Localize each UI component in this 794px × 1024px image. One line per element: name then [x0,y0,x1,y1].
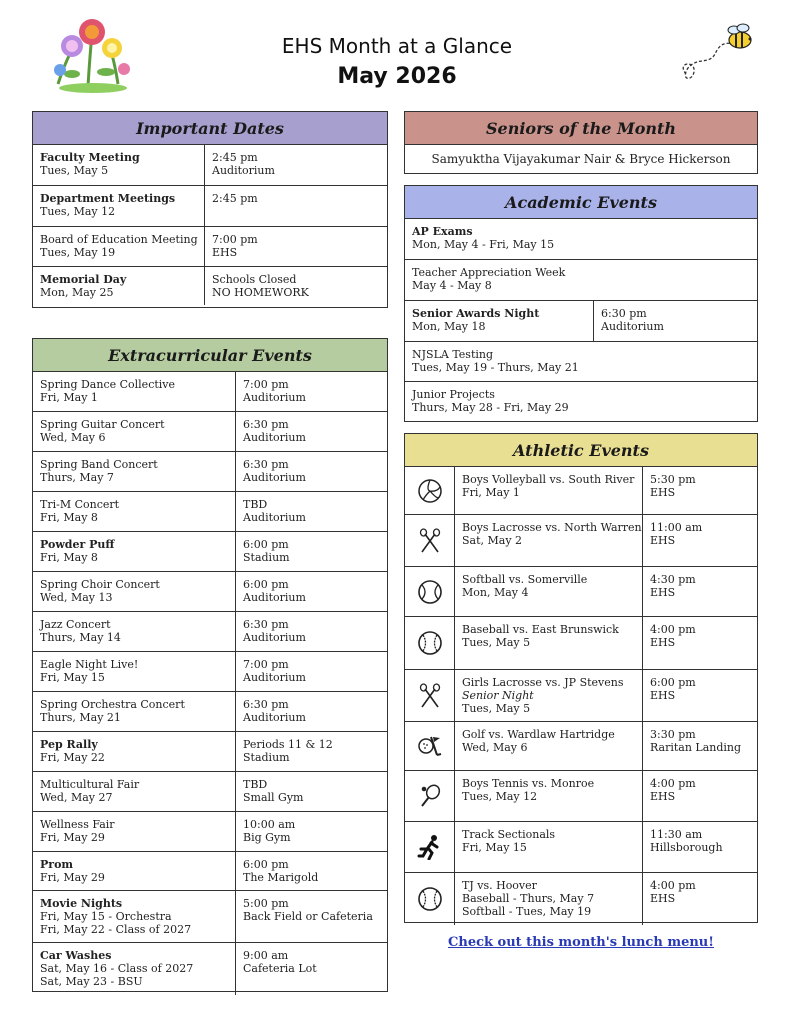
tennis-icon [405,771,455,821]
event-place: Auditorium [243,631,306,644]
academic-events-table [404,185,758,422]
event-time: 4:00 pm [650,777,696,790]
event-time: Periods 11 & 12 [243,738,333,751]
event-place: Auditorium [243,711,306,724]
table-row [405,467,757,515]
event-name: Spring Choir Concert [40,578,160,591]
event-time: 6:30 pm [601,307,647,320]
athletic-heading: Athletic Events [405,434,757,467]
event-name: Prom [40,858,74,871]
event-place: Auditorium [243,671,306,684]
event-date: Mon, May 18 [412,320,486,333]
event-date: Tues, May 5 [40,164,109,177]
event-name: Multicultural Fair [40,778,140,791]
event-place: EHS [650,486,676,499]
event-time: 2:45 pm [212,192,258,205]
event-date: Thurs, May 14 [40,631,121,644]
page-title: EHS Month at a Glance [281,34,513,58]
event-place: Cafeteria Lot [243,962,317,975]
event-name: Track Sectionals [462,828,556,841]
seniors-names: Samyuktha Vijayakumar Nair & Bryce Hickerson [431,151,731,166]
lunch-menu-link[interactable]: Check out this month's lunch menu! [448,935,714,950]
event-time: 6:00 pm [650,676,696,689]
table-row [33,812,387,852]
event-place: Auditorium [243,591,306,604]
event-place: EHS [650,534,676,547]
table-row [33,612,387,652]
event-date: Tues, May 5 [462,702,531,715]
event-time: 4:30 pm [650,573,696,586]
event-name: Boys Tennis vs. Monroe [462,777,595,790]
baseball-icon [405,873,455,925]
event-place: The Marigold [243,871,319,884]
table-row [33,652,387,692]
event-place: Auditorium [212,164,275,177]
table-row [405,722,757,771]
event-name: Tri-M Concert [40,498,120,511]
event-date: Mon, May 4 - Fri, May 15 [412,238,555,251]
event-name: Memorial Day [40,273,127,286]
event-place: EHS [212,246,238,259]
table-row [33,772,387,812]
event-date: Baseball - Thurs, May 7 [462,892,595,905]
table-row [33,572,387,612]
important-dates-table [32,111,388,308]
table-row [405,617,757,670]
event-name: AP Exams [412,225,473,238]
event-date: Fri, May 22 [40,751,105,764]
event-place: Stadium [243,751,290,764]
event-name: NJSLA Testing [412,348,494,361]
event-place: Auditorium [243,391,306,404]
academic-heading: Academic Events [405,186,757,219]
table-row [33,372,387,412]
event-time: 6:30 pm [243,458,289,471]
table-row [405,301,757,342]
softball-icon [405,567,455,616]
event-time: 3:30 pm [650,728,696,741]
table-row [405,873,757,925]
event-date: Thurs, May 28 - Fri, May 29 [412,401,569,414]
event-date: Fri, May 29 [40,871,105,884]
event-name: Wellness Fair [40,818,115,831]
event-time: 6:30 pm [243,618,289,631]
event-time: 6:30 pm [243,698,289,711]
event-name: Movie Nights [40,897,123,910]
table-row [33,732,387,772]
table-row [405,260,757,301]
event-name: Car Washes [40,949,112,962]
event-date: May 4 - May 8 [412,279,492,292]
event-name: Faculty Meeting [40,151,140,164]
event-place: NO HOMEWORK [212,286,309,299]
event-time: 4:00 pm [650,623,696,636]
event-time: 11:30 am [650,828,703,841]
event-date-2: Sat, May 23 - BSU [40,975,143,988]
event-date: Wed, May 6 [40,431,106,444]
event-time: 7:00 pm [243,378,289,391]
event-name: Board of Education Meeting [40,233,198,246]
lacrosse-icon [405,515,455,566]
event-name: TJ vs. Hoover [462,879,537,892]
event-date: Wed, May 13 [40,591,113,604]
event-date: Fri, May 15 [462,841,527,854]
event-date: Wed, May 27 [40,791,113,804]
table-row [33,267,387,305]
event-date: Sat, May 16 - Class of 2027 [40,962,194,975]
event-date: Fri, May 1 [462,486,520,499]
event-time: TBD [243,498,268,511]
event-place: Stadium [243,551,290,564]
table-row [405,822,757,873]
event-place: Auditorium [243,511,306,524]
event-date: Wed, May 6 [462,741,528,754]
table-row [33,145,387,186]
event-name: Eagle Night Live! [40,658,139,671]
event-date: Fri, May 8 [40,511,98,524]
table-row [33,943,387,995]
golf-icon [405,722,455,770]
table-row [405,342,757,382]
event-name: Teacher Appreciation Week [412,266,566,279]
event-date: Fri, May 15 - Orchestra [40,910,172,923]
event-place: Auditorium [243,471,306,484]
event-date: Sat, May 2 [462,534,523,547]
event-date: Fri, May 29 [40,831,105,844]
table-row [405,219,757,260]
event-name: Baseball vs. East Brunswick [462,623,619,636]
event-date-2: Fri, May 22 - Class of 2027 [40,923,192,936]
table-row [33,412,387,452]
seniors-table [404,111,758,174]
event-place: Hillsborough [650,841,723,854]
event-name: Boys Volleyball vs. South River [462,473,635,486]
table-row [33,891,387,943]
event-name: Spring Dance Collective [40,378,176,391]
volleyball-icon [405,467,455,514]
event-place: EHS [650,689,676,702]
event-time: 9:00 am [243,949,289,962]
table-row [405,515,757,567]
event-name: Girls Lacrosse vs. JP Stevens [462,676,624,689]
event-name: Jazz Concert [40,618,111,631]
baseball-icon [405,617,455,669]
event-date: Thurs, May 21 [40,711,121,724]
event-time: 10:00 am [243,818,296,831]
event-date: Fri, May 15 [40,671,105,684]
event-date: Tues, May 12 [462,790,538,803]
table-row [33,532,387,572]
event-time: 6:30 pm [243,418,289,431]
event-time: 2:45 pm [212,151,258,164]
event-date: Mon, May 25 [40,286,114,299]
event-name: Spring Guitar Concert [40,418,165,431]
table-row [33,492,387,532]
event-name: Pep Rally [40,738,98,751]
event-date: Fri, May 1 [40,391,98,404]
extracurricular-heading: Extracurricular Events [33,339,387,372]
event-time: 11:00 am [650,521,703,534]
table-row [33,692,387,732]
event-time: 6:00 pm [243,858,289,871]
event-place: EHS [650,892,676,905]
event-name: Softball vs. Somerville [462,573,588,586]
table-row [405,382,757,420]
event-time: 6:00 pm [243,538,289,551]
event-time: 5:00 pm [243,897,289,910]
event-place: Big Gym [243,831,291,844]
event-name: Boys Lacrosse vs. North Warren [462,521,642,534]
track-runner-icon [405,822,455,872]
table-row [405,771,757,822]
event-time: 6:00 pm [243,578,289,591]
extracurricular-table [32,338,388,992]
seniors-heading: Seniors of the Month [405,112,757,145]
event-time: 5:30 pm [650,473,696,486]
event-time: 7:00 pm [212,233,258,246]
table-row [33,852,387,891]
important-dates-heading: Important Dates [33,112,387,145]
athletic-events-table [404,433,758,923]
table-row [33,227,387,267]
table-row [33,186,387,227]
event-time: TBD [243,778,268,791]
event-date: Tues, May 19 [40,246,116,259]
lacrosse-icon [405,670,455,721]
event-date: Mon, May 4 [462,586,529,599]
event-date: Thurs, May 7 [40,471,114,484]
event-name: Golf vs. Wardlaw Hartridge [462,728,615,741]
event-name: Junior Projects [412,388,495,401]
event-date: Fri, May 8 [40,551,98,564]
table-row [33,452,387,492]
event-date: Tues, May 5 [462,636,531,649]
event-place: Raritan Landing [650,741,742,754]
event-place: EHS [650,790,676,803]
event-place: Back Field or Cafeteria [243,910,373,923]
event-name: Department Meetings [40,192,176,205]
event-date-2: Softball - Tues, May 19 [462,905,592,918]
event-name: Powder Puff [40,538,115,551]
event-date: Tues, May 12 [40,205,116,218]
event-name: Senior Awards Night [412,307,540,320]
table-row [405,670,757,722]
event-date: Tues, May 19 - Thurs, May 21 [412,361,579,374]
event-place: Small Gym [243,791,304,804]
event-time: Schools Closed [212,273,297,286]
event-name: Spring Orchestra Concert [40,698,185,711]
event-place: EHS [650,586,676,599]
event-time: 4:00 pm [650,879,696,892]
table-row [405,567,757,617]
event-place: Auditorium [243,431,306,444]
event-place: EHS [650,636,676,649]
event-place: Auditorium [601,320,664,333]
event-note: Senior Night [462,689,534,702]
event-time: 7:00 pm [243,658,289,671]
event-name: Spring Band Concert [40,458,158,471]
page-subtitle: May 2026 [337,64,457,89]
